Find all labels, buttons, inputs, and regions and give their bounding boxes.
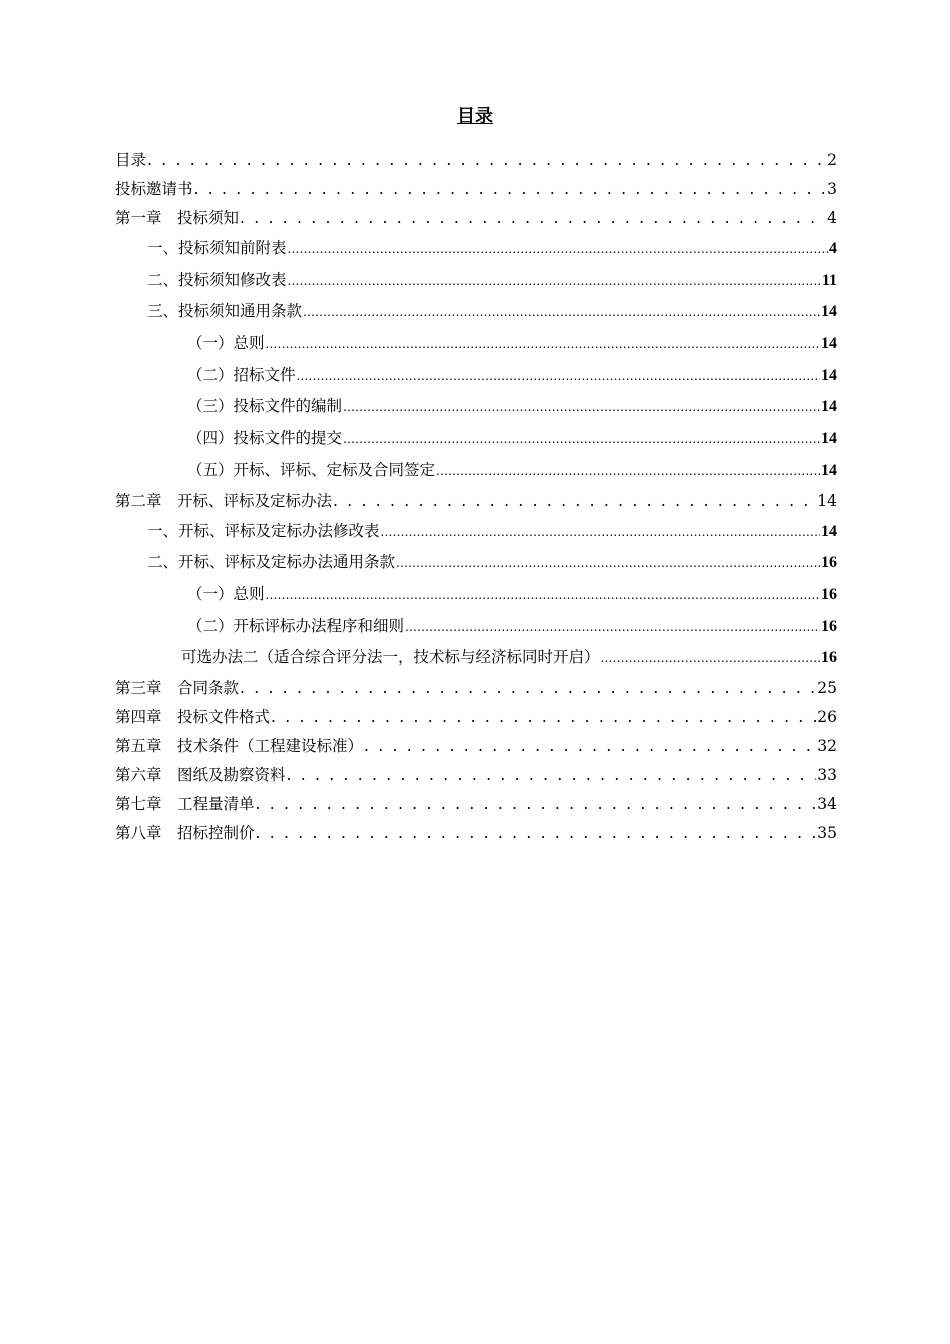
toc-entry-page: 11 bbox=[821, 271, 837, 289]
toc-entry-page: 4 bbox=[829, 240, 837, 257]
toc-entry-text: 第四章 投标文件格式 bbox=[115, 707, 271, 726]
toc-entry[interactable] bbox=[115, 391, 837, 423]
dot-leader bbox=[333, 487, 816, 516]
toc-entry[interactable] bbox=[115, 579, 837, 611]
dot-leader bbox=[303, 296, 820, 328]
toc-entry[interactable] bbox=[115, 487, 837, 516]
toc-entry-text: （五）开标、评标、定标及合同签定 bbox=[187, 460, 436, 479]
dot-leader bbox=[266, 579, 820, 611]
toc-entry-page: 26 bbox=[817, 707, 837, 726]
toc-entry-page: 2 bbox=[827, 151, 837, 169]
dot-leader bbox=[288, 265, 821, 297]
dot-leader bbox=[147, 146, 826, 175]
dot-leader bbox=[405, 611, 820, 643]
toc-entry-text: （一）总则 bbox=[187, 334, 265, 353]
toc-entry-text: 第一章 投标须知 bbox=[115, 209, 240, 227]
toc-entry-page: 3 bbox=[827, 180, 837, 198]
toc-entry[interactable] bbox=[115, 233, 837, 265]
toc-entry[interactable] bbox=[115, 674, 837, 703]
toc-entry-page: 32 bbox=[817, 736, 837, 755]
toc-entry-page: 14 bbox=[821, 430, 837, 448]
toc-entry-page: 4 bbox=[827, 209, 837, 227]
toc-entry-text: 一、开标、评标及定标办法修改表 bbox=[147, 521, 380, 540]
toc-entry[interactable] bbox=[115, 360, 837, 392]
toc-entry-text: 一、投标须知前附表 bbox=[147, 239, 287, 257]
toc-entry[interactable] bbox=[115, 328, 837, 360]
table-of-contents bbox=[115, 146, 837, 848]
toc-entry-page: 14 bbox=[821, 366, 837, 384]
dot-leader bbox=[194, 175, 827, 204]
dot-leader bbox=[256, 790, 817, 819]
toc-entry-text: （二）招标文件 bbox=[187, 365, 296, 384]
dot-leader bbox=[436, 455, 820, 487]
toc-entry[interactable] bbox=[115, 642, 837, 674]
dot-leader bbox=[266, 328, 820, 360]
toc-entry-text: （一）总则 bbox=[187, 584, 265, 603]
dot-leader bbox=[396, 547, 820, 579]
toc-entry-text: 可选办法二（适合综合评分法一，技术标与经济标同时开启） bbox=[181, 648, 600, 667]
toc-entry[interactable] bbox=[115, 516, 837, 548]
toc-entry[interactable] bbox=[115, 146, 837, 175]
toc-entry[interactable] bbox=[115, 611, 837, 643]
toc-entry-page: 14 bbox=[817, 491, 837, 510]
toc-entry-page: 14 bbox=[821, 303, 837, 321]
toc-entry-text: 二、投标须知修改表 bbox=[147, 270, 287, 289]
toc-entry-page: 25 bbox=[817, 678, 837, 697]
toc-entry-page: 33 bbox=[817, 765, 837, 784]
dot-leader bbox=[288, 233, 828, 265]
toc-entry-text: 第三章 合同条款 bbox=[115, 678, 240, 697]
toc-entry-page: 16 bbox=[821, 585, 837, 603]
toc-entry[interactable] bbox=[115, 423, 837, 455]
toc-entry[interactable] bbox=[115, 296, 837, 328]
dot-leader bbox=[297, 360, 820, 392]
toc-entry-text: （三）投标文件的编制 bbox=[187, 397, 343, 416]
toc-entry-text: 第八章 招标控制价 bbox=[115, 823, 255, 842]
toc-entry[interactable] bbox=[115, 265, 837, 297]
toc-entry[interactable] bbox=[115, 204, 837, 233]
toc-entry[interactable] bbox=[115, 790, 837, 819]
dot-leader bbox=[364, 732, 816, 761]
toc-entry[interactable] bbox=[115, 455, 837, 487]
toc-entry-page: 16 bbox=[821, 554, 837, 572]
toc-entry-page: 14 bbox=[821, 461, 837, 479]
dot-leader bbox=[381, 516, 820, 548]
dot-leader bbox=[343, 391, 820, 423]
dot-leader bbox=[240, 674, 816, 703]
toc-entry-text: （四）投标文件的提交 bbox=[187, 429, 343, 448]
toc-entry-text: 第七章 工程量清单 bbox=[115, 794, 255, 813]
dot-leader bbox=[256, 819, 817, 848]
toc-entry-page: 14 bbox=[821, 522, 837, 540]
dot-leader bbox=[601, 642, 820, 674]
dot-leader bbox=[271, 703, 816, 732]
toc-entry[interactable] bbox=[115, 732, 837, 761]
toc-entry[interactable] bbox=[115, 761, 837, 790]
toc-entry[interactable] bbox=[115, 703, 837, 732]
toc-entry-text: 目录 bbox=[115, 151, 147, 169]
toc-entry[interactable] bbox=[115, 819, 837, 848]
toc-entry-page: 35 bbox=[817, 823, 837, 842]
toc-entry-page: 14 bbox=[821, 398, 837, 416]
toc-entry-page: 34 bbox=[817, 794, 837, 813]
dot-leader bbox=[240, 204, 826, 233]
toc-entry-text: （二）开标评标办法程序和细则 bbox=[187, 616, 405, 635]
toc-entry-page: 14 bbox=[821, 335, 837, 353]
dot-leader bbox=[343, 423, 820, 455]
toc-entry-page: 16 bbox=[821, 617, 837, 635]
toc-title: 目录 bbox=[457, 106, 493, 127]
toc-entry-text: 三、投标须知通用条款 bbox=[147, 302, 303, 321]
toc-entry-text: 第二章 开标、评标及定标办法 bbox=[115, 491, 333, 510]
toc-entry-text: 二、开标、评标及定标办法通用条款 bbox=[147, 553, 396, 572]
toc-entry-text: 投标邀请书 bbox=[115, 180, 193, 198]
toc-entry[interactable] bbox=[115, 547, 837, 579]
dot-leader bbox=[287, 761, 817, 790]
toc-entry[interactable] bbox=[115, 175, 837, 204]
toc-entry-text: 第六章 图纸及勘察资料 bbox=[115, 765, 286, 784]
toc-entry-text: 第五章 技术条件（工程建设标准） bbox=[115, 736, 364, 755]
toc-entry-page: 16 bbox=[821, 649, 837, 667]
